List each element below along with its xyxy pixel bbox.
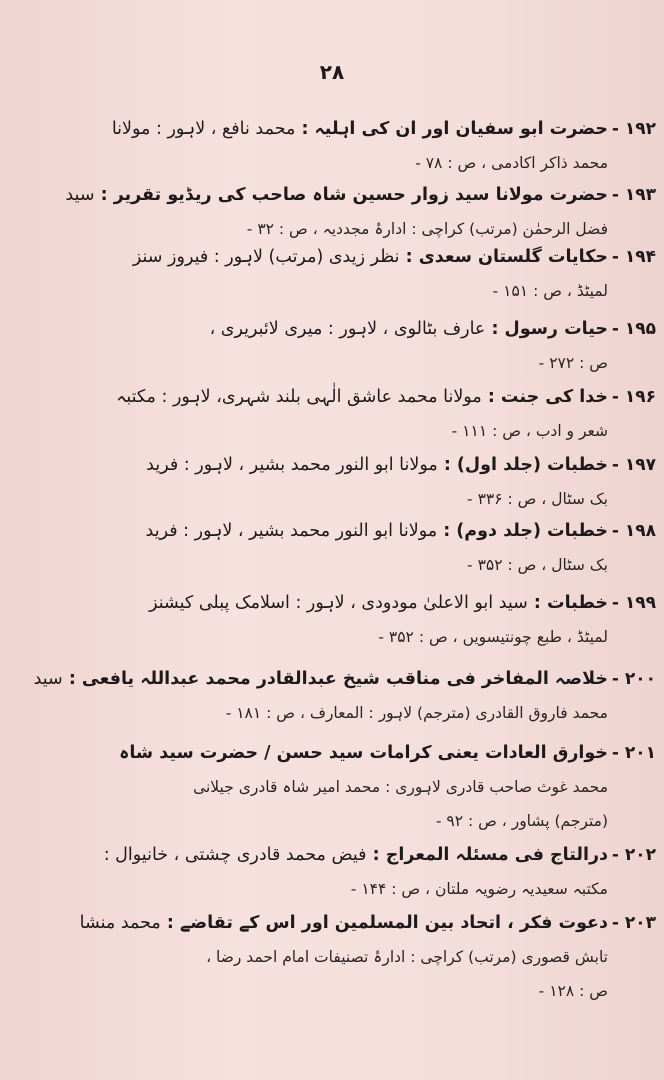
entry-title: خطبات : bbox=[527, 593, 608, 613]
entry-title: خدا کی جنت : bbox=[481, 387, 608, 407]
entry-continuation-line: تابش قصوری (مرتب) کراچی : ادارۂ تصنیفات امام احمد رضا ، bbox=[206, 948, 608, 966]
page-number: ۲۸ bbox=[319, 60, 345, 84]
bibliography-entry bbox=[60, 112, 656, 180]
entry-author: مولانا ابو النور محمد بشیر ، لاہور : فرید bbox=[146, 455, 438, 475]
entry-number: ۱۹۸ - bbox=[611, 521, 656, 541]
entry-number: ۱۹۵ - bbox=[611, 319, 656, 339]
bibliography-entry bbox=[60, 240, 656, 308]
entry-continuation-line: بک سٹال ، ص : ۳۵۲ - bbox=[467, 556, 608, 574]
entry-title: خطبات (جلد اول) : bbox=[437, 455, 608, 475]
entry-first-line bbox=[60, 586, 656, 620]
entry-number: ۱۹۴ - bbox=[611, 247, 656, 267]
entry-number: ۲۰۳ - bbox=[611, 913, 656, 933]
bibliography-entry bbox=[60, 906, 656, 1008]
entry-number: ۲۰۲ - bbox=[611, 845, 656, 865]
entry-title: خلاصہ المفاخر فی مناقب شیخ عبدالقادر محمد عبداللہ یافعی : bbox=[62, 669, 608, 689]
entry-continuation-line: شعر و ادب ، ص : ۱۱۱ - bbox=[451, 422, 608, 440]
entry-author: سید ابو الاعلیٰ مودودی ، لاہور : اسلامک پبلی کیشنز bbox=[149, 593, 528, 613]
entry-author: سید bbox=[65, 185, 95, 205]
bibliography-entry bbox=[60, 448, 656, 516]
entry-author: محمد نافع ، لاہور : مولانا bbox=[111, 119, 296, 139]
bibliography-entry bbox=[60, 380, 656, 448]
bibliography-entry bbox=[60, 586, 656, 654]
bibliography-entry bbox=[60, 838, 656, 906]
entry-author: سید bbox=[33, 669, 63, 689]
entry-title: خوارق العادات یعنی کرامات سید حسن / حضرت سید شاہ bbox=[119, 743, 608, 763]
entry-number: ۲۰۱ - bbox=[611, 743, 656, 763]
entry-number: ۱۹۲ - bbox=[611, 119, 656, 139]
bibliography-entry bbox=[60, 736, 656, 838]
bibliography-entry bbox=[60, 514, 656, 582]
entry-number: ۱۹۳ - bbox=[611, 185, 656, 205]
entry-number: ۱۹۷ - bbox=[611, 455, 656, 475]
entry-continuation-line: (مترجم) پشاور ، ص : ۹۲ - bbox=[435, 812, 608, 830]
entry-first-line bbox=[60, 838, 656, 872]
entry-title: دعوت فکر ، اتحاد بین المسلمین اور اس کے تقاضے : bbox=[160, 913, 608, 933]
bibliography-entry bbox=[33, 662, 656, 730]
entry-author: مولانا محمد عاشق الٰہی بلند شہری، لاہور : مکتبہ bbox=[116, 387, 482, 407]
bibliography-entry bbox=[60, 312, 656, 380]
entry-first-line bbox=[60, 380, 656, 414]
entry-continuation-line: ص : ۲۷۲ - bbox=[538, 354, 608, 372]
entry-number: ۱۹۶ - bbox=[611, 387, 656, 407]
entry-author: محمد منشا bbox=[79, 913, 161, 933]
entry-title: درالتاج فی مسئلہ المعراج : bbox=[366, 845, 608, 865]
entry-author: عارف بٹالوی ، لاہور : میری لائبریری ، bbox=[209, 319, 486, 339]
entry-continuation-line: محمد فاروق القادری (مترجم) لاہور : المعارف ، ص : ۱۸۱ - bbox=[225, 704, 608, 722]
entry-first-line bbox=[60, 448, 656, 482]
entry-continuation-line: فضل الرحمٰن (مرتب) کراچی : ادارۂ مجددیہ ، ص : ۳۲ - bbox=[246, 220, 608, 238]
entry-title: حضرت ابو سفیان اور ان کی اہلیہ : bbox=[295, 119, 608, 139]
entry-title: حیات رسول : bbox=[485, 319, 608, 339]
entry-title: حضرت مولانا سید زوار حسین شاہ صاحب کی ریڈیو تقریر : bbox=[94, 185, 608, 205]
entry-first-line bbox=[60, 178, 656, 212]
entry-title: خطبات (جلد دوم) : bbox=[437, 521, 608, 541]
entry-number: ۱۹۹ - bbox=[611, 593, 656, 613]
bibliography-entry bbox=[60, 178, 656, 246]
entry-first-line bbox=[60, 112, 656, 146]
entry-first-line bbox=[60, 240, 656, 274]
entry-author: فیض محمد قادری چشتی ، خانیوال : bbox=[103, 845, 367, 865]
entry-first-line bbox=[60, 514, 656, 548]
entry-first-line bbox=[60, 312, 656, 346]
entry-continuation-line: محمد غوث صاحب قادری لاہوری : محمد امیر شاہ قادری جیلانی bbox=[193, 778, 608, 796]
entry-continuation-line: لمیٹڈ ، طبع چونتیسویں ، ص : ۳۵۲ - bbox=[378, 628, 608, 646]
entry-title: حکایات گلستان سعدی : bbox=[399, 247, 608, 267]
entry-author: مولانا ابو النور محمد بشیر ، لاہور : فرید bbox=[145, 521, 438, 541]
entry-continuation-line: لمیٹڈ ، ص : ۱۵۱ - bbox=[492, 282, 608, 300]
entry-continuation-line: ص : ۱۲۸ - bbox=[538, 982, 608, 1000]
entry-author: نظر زیدی (مرتب) لاہور : فیروز سنز bbox=[132, 247, 400, 267]
entry-number: ۲۰۰ - bbox=[611, 669, 656, 689]
entry-continuation-line: مکتبہ سعیدیہ رضویہ ملتان ، ص : ۱۴۴ - bbox=[350, 880, 608, 898]
entry-first-line bbox=[60, 906, 656, 940]
entry-first-line bbox=[60, 736, 656, 770]
entry-continuation-line: بک سٹال ، ص : ۳۳۶ - bbox=[467, 490, 608, 508]
entry-continuation-line: محمد ذاکر اکادمی ، ص : ۷۸ - bbox=[415, 154, 608, 172]
entry-first-line bbox=[33, 662, 656, 696]
